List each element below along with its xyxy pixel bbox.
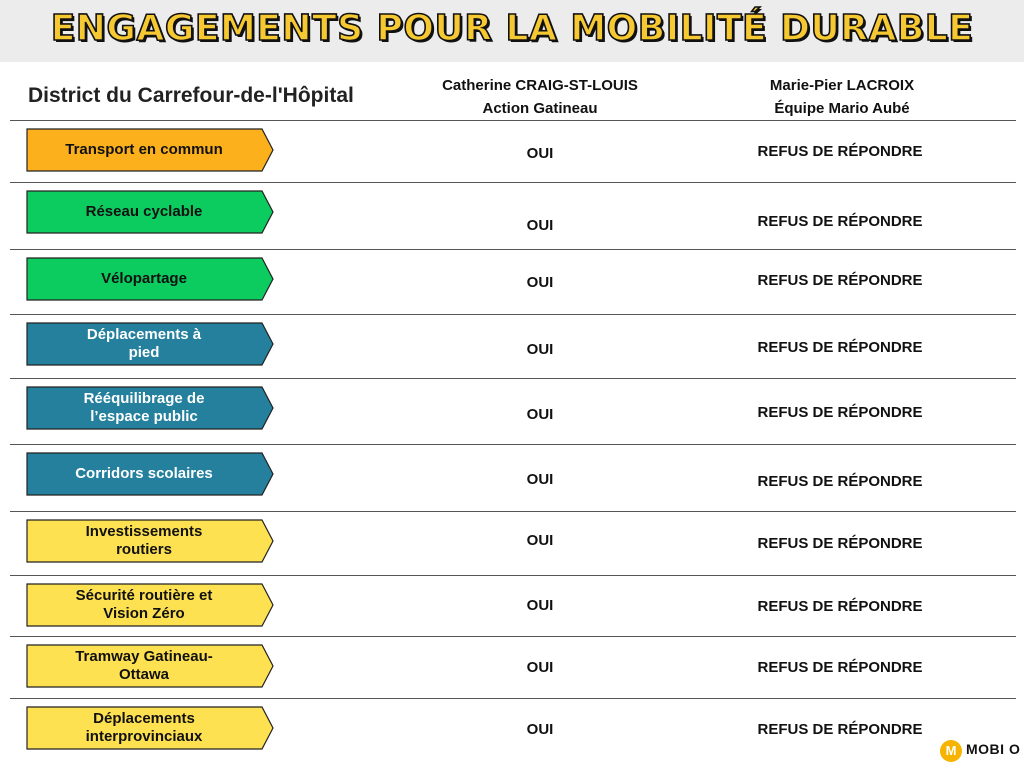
- category-label: [37, 390, 252, 426]
- logo-text: MOBI O: [966, 741, 1021, 757]
- candidate-1-answer: OUI: [526, 597, 554, 614]
- candidate-1-header: [390, 74, 690, 120]
- candidate-2-answer: REFUS DE RÉPONDRE: [757, 473, 923, 490]
- table-row: [10, 314, 1016, 378]
- candidate-2-answer: REFUS DE RÉPONDRE: [757, 213, 923, 230]
- category-label-line: Tramway Gatineau-: [75, 648, 213, 665]
- candidate-2-party: Équipe Mario Aubé: [774, 100, 910, 117]
- category-tag: [26, 706, 274, 750]
- candidate-2-header: [692, 74, 992, 120]
- candidate-1-answer: OUI: [526, 659, 554, 676]
- category-label-line: Investissements: [85, 523, 203, 540]
- candidate-1-answer: OUI: [526, 217, 554, 234]
- category-label-line: l’espace public: [90, 408, 198, 425]
- candidate-1-answer: OUI: [526, 721, 554, 738]
- candidate-2-answer: REFUS DE RÉPONDRE: [757, 404, 923, 421]
- category-label: [37, 523, 252, 559]
- category-label-line: routiers: [116, 541, 172, 558]
- category-tag: [26, 583, 274, 627]
- category-label-line: pied: [128, 344, 160, 361]
- district-heading: District du Carrefour-de-l'Hôpital: [28, 84, 354, 107]
- category-label-line: Transport en commun: [65, 141, 223, 158]
- category-tag: [26, 322, 274, 366]
- category-tag: [26, 519, 274, 563]
- category-label: [37, 270, 252, 288]
- category-label: [37, 203, 252, 221]
- category-label-line: Déplacements: [93, 710, 195, 727]
- category-label-line: Réseau cyclable: [85, 203, 203, 220]
- candidate-1-name: Catherine CRAIG-ST-LOUIS: [442, 77, 638, 94]
- candidate-1-answer: OUI: [526, 406, 554, 423]
- table-row: [10, 444, 1016, 511]
- table-row: [10, 120, 1016, 182]
- category-label-line: Vision Zéro: [103, 605, 185, 622]
- category-tag: [26, 386, 274, 430]
- category-label: [37, 465, 252, 483]
- table-row: [10, 378, 1016, 444]
- table-row: [10, 511, 1016, 575]
- page-title: ENGAGEMENTS POUR LA MOBILITÉ DURABLE: [50, 8, 974, 49]
- category-label: [37, 587, 252, 623]
- category-tag: [26, 128, 274, 172]
- candidate-2-answer: REFUS DE RÉPONDRE: [757, 659, 923, 676]
- category-label: [37, 326, 252, 362]
- table-row: [10, 249, 1016, 314]
- category-label-line: Corridors scolaires: [75, 465, 213, 482]
- logo-mark: M: [940, 740, 962, 762]
- category-tag: [26, 452, 274, 496]
- table-row: [10, 182, 1016, 249]
- candidate-2-answer: REFUS DE RÉPONDRE: [757, 272, 923, 289]
- candidate-2-answer: REFUS DE RÉPONDRE: [757, 598, 923, 615]
- candidate-1-answer: OUI: [526, 274, 554, 291]
- category-tag: [26, 644, 274, 688]
- candidate-1-answer: OUI: [526, 532, 554, 549]
- candidate-1-answer: OUI: [526, 145, 554, 162]
- candidate-2-answer: REFUS DE RÉPONDRE: [757, 143, 923, 160]
- category-label-line: Ottawa: [118, 666, 169, 683]
- table-row: [10, 698, 1016, 762]
- candidate-2-name: Marie-Pier LACROIX: [769, 77, 915, 94]
- category-label: [37, 141, 252, 159]
- candidate-2-answer: REFUS DE RÉPONDRE: [757, 721, 923, 738]
- category-tag: [26, 190, 274, 234]
- table-row: [10, 575, 1016, 636]
- category-label-line: Déplacements à: [86, 326, 202, 343]
- category-label: [37, 648, 252, 684]
- mobi-o-logo: [940, 738, 1024, 766]
- category-tag: [26, 257, 274, 301]
- category-label: [37, 710, 252, 746]
- candidate-1-party: Action Gatineau: [482, 100, 598, 117]
- candidate-2-answer: REFUS DE RÉPONDRE: [757, 535, 923, 552]
- table-row: [10, 636, 1016, 698]
- candidate-2-answer: REFUS DE RÉPONDRE: [757, 339, 923, 356]
- category-label-line: Sécurité routière et: [75, 587, 213, 604]
- category-label-line: Vélopartage: [101, 270, 187, 287]
- category-label-line: interprovinciaux: [85, 728, 203, 745]
- category-label-line: Rééquilibrage de: [83, 390, 205, 407]
- candidate-1-answer: OUI: [526, 471, 554, 488]
- candidate-1-answer: OUI: [526, 341, 554, 358]
